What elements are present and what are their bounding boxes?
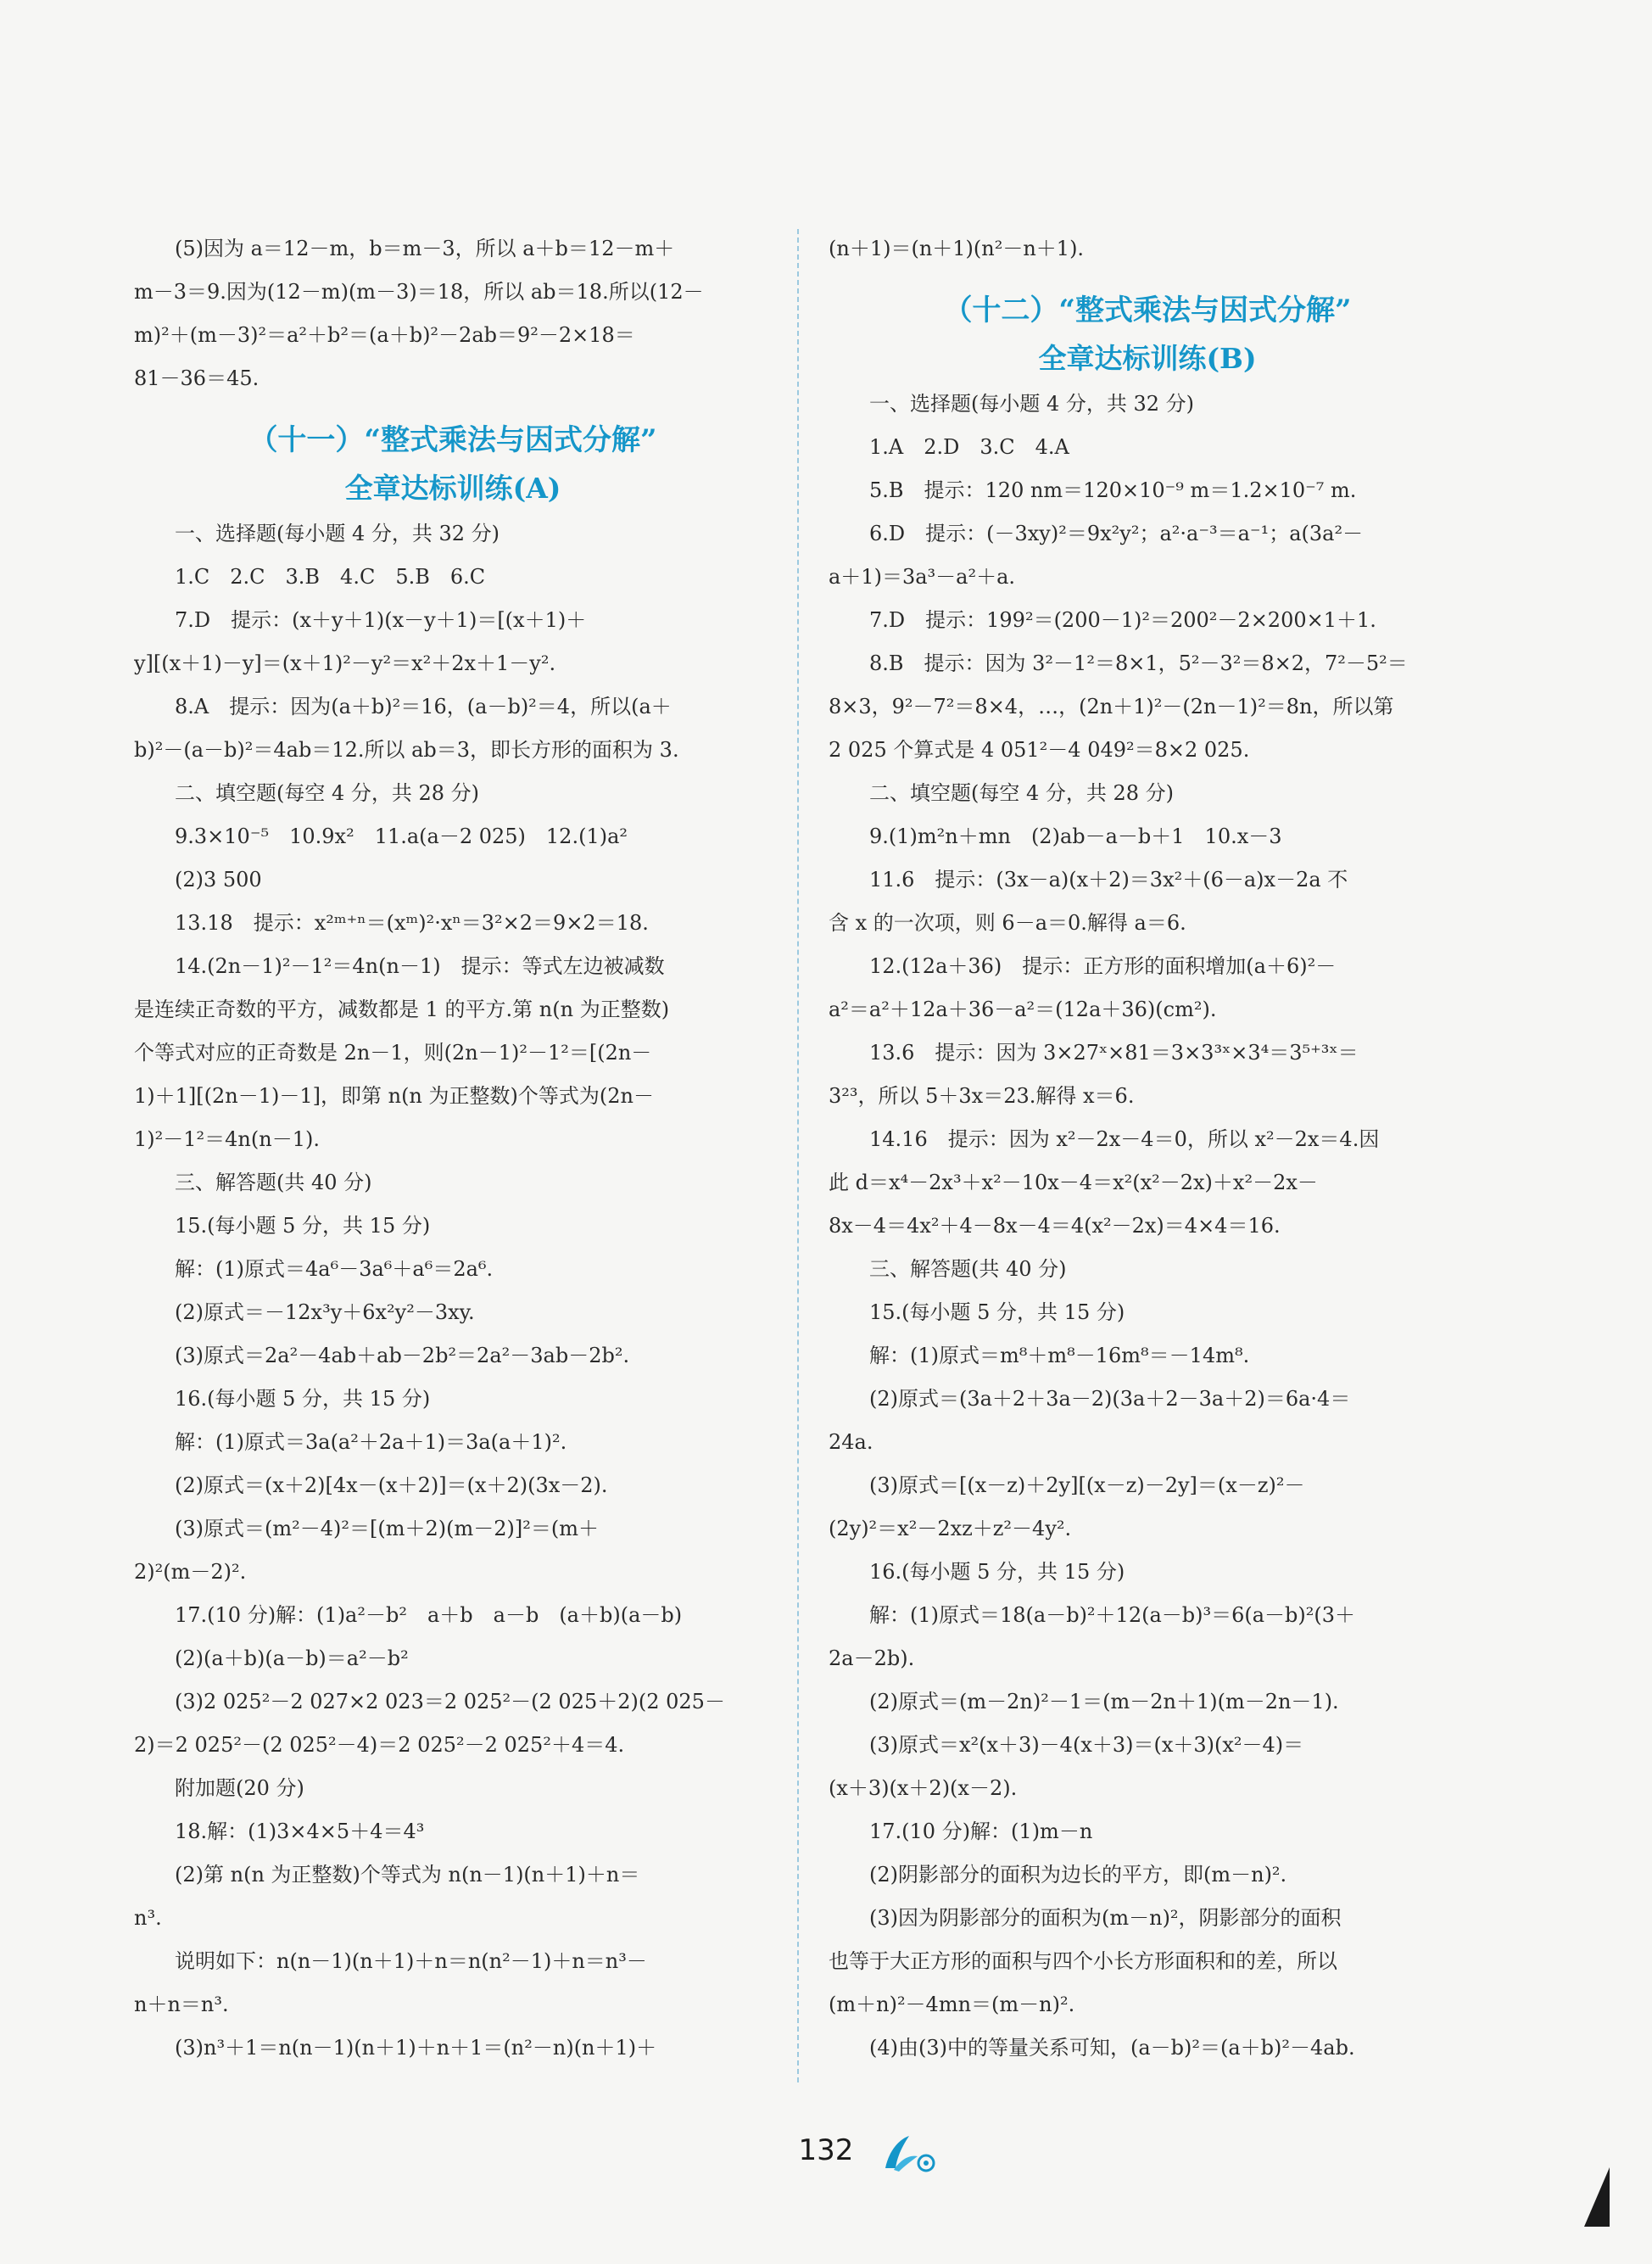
text-line: (2)3 500 bbox=[175, 868, 262, 892]
text-line: b)²－(a－b)²＝4ab＝12.所以 ab＝3，即长方形的面积为 3. bbox=[134, 738, 679, 762]
left-intro bbox=[134, 227, 772, 400]
text-line: 11.6 提示：(3x－a)(x＋2)＝3x²＋(6－a)x－2a 不 bbox=[869, 868, 1348, 892]
text-line: m)²＋(m－3)²＝a²＋b²＝(a＋b)²－2ab＝9²－2×18＝ bbox=[134, 323, 635, 347]
text-line: 8.A 提示：因为(a＋b)²＝16，(a－b)²＝4，所以(a＋ bbox=[175, 695, 672, 718]
left-body bbox=[134, 512, 772, 2070]
text-line: (2)原式＝(3a＋2＋3a－2)(3a＋2－3a＋2)＝6a·4＝ bbox=[869, 1387, 1351, 1411]
text-line: (x＋3)(x＋2)(x－2). bbox=[829, 1776, 1018, 1800]
text-line: 三、解答题(共 40 分) bbox=[869, 1257, 1067, 1281]
text-line: 6.D 提示：(－3xy)²＝9x²y²；a²·a⁻³＝a⁻¹；a(3a²－ bbox=[869, 522, 1364, 545]
swirl-leaf-ornament-icon bbox=[880, 2131, 941, 2178]
text-line: (3)因为阴影部分的面积为(m－n)²，阴影部分的面积 bbox=[869, 1906, 1342, 1930]
text-line: m－3＝9.因为(12－m)(m－3)＝18，所以 ab＝18.所以(12－ bbox=[134, 280, 704, 304]
text-line: 说明如下：n(n－1)(n＋1)＋n＝n(n²－1)＋n＝n³－ bbox=[175, 1949, 647, 1973]
left-column bbox=[134, 227, 772, 2070]
right-column bbox=[829, 227, 1466, 2070]
text-line: a²＝a²＋12a＋36－a²＝(12a＋36)(cm²). bbox=[829, 998, 1217, 1021]
text-line: 16.(每小题 5 分，共 15 分) bbox=[869, 1560, 1125, 1584]
text-line: 1.C 2.C 3.B 4.C 5.B 6.C bbox=[175, 565, 486, 589]
text-line: 8x－4＝4x²＋4－8x－4＝4(x²－2x)＝4×4＝16. bbox=[829, 1214, 1281, 1238]
text-line: 2 025 个算式是 4 051²－4 049²＝8×2 025. bbox=[829, 738, 1250, 762]
text-line: 1)＋1][(2n－1)－1]，即第 n(n 为正整数)个等式为(2n－ bbox=[134, 1084, 654, 1108]
text-line: 二、填空题(每空 4 分，共 28 分) bbox=[175, 781, 480, 805]
text-line: (2)阴影部分的面积为边长的平方，即(m－n)². bbox=[869, 1863, 1287, 1887]
text-line: 2)＝2 025²－(2 025²－4)＝2 025²－2 025²＋4＝4. bbox=[134, 1733, 625, 1757]
text-line: 18.解：(1)3×4×5＋4＝4³ bbox=[175, 1820, 425, 1843]
text-line: 2)²(m－2)². bbox=[134, 1560, 247, 1584]
text-line: 附加题(20 分) bbox=[175, 1776, 304, 1800]
text-line: 二、填空题(每空 4 分，共 28 分) bbox=[869, 781, 1175, 805]
page-number: 132 bbox=[798, 2133, 854, 2167]
text-line: 7.D 提示：199²＝(200－1)²＝200²－2×200×1＋1. bbox=[869, 608, 1376, 632]
text-line: (2)第 n(n 为正整数)个等式为 n(n－1)(n＋1)＋n＝ bbox=[175, 1863, 640, 1887]
text-line: 解：(1)原式＝3a(a²＋2a＋1)＝3a(a＋1)². bbox=[175, 1430, 567, 1454]
text-line: 1)²－1²＝4n(n－1). bbox=[134, 1127, 320, 1151]
text-line: (n＋1)＝(n＋1)(n²－n＋1). bbox=[829, 237, 1085, 260]
text-line: a＋1)＝3a³－a²＋a. bbox=[829, 565, 1016, 589]
text-line: 17.(10 分)解：(1)m－n bbox=[869, 1820, 1093, 1843]
text-line: 一、选择题(每小题 4 分，共 32 分) bbox=[869, 392, 1195, 416]
text-line: 17.(10 分)解：(1)a²－b² a＋b a－b (a＋b)(a－b) bbox=[175, 1603, 683, 1627]
text-line: n³. bbox=[134, 1906, 162, 1930]
text-line: 13.6 提示：因为 3×27ˣ×81＝3×3³ˣ×3⁴＝3⁵⁺³ˣ＝ bbox=[869, 1041, 1359, 1065]
text-line: 16.(每小题 5 分，共 15 分) bbox=[175, 1387, 431, 1411]
column-divider bbox=[797, 229, 799, 2082]
text-line: 是连续正奇数的平方，减数都是 1 的平方.第 n(n 为正整数) bbox=[134, 998, 670, 1021]
text-line: 12.(12a＋36) 提示：正方形的面积增加(a＋6)²－ bbox=[869, 954, 1337, 978]
text-line: (2y)²＝x²－2xz＋z²－4y². bbox=[829, 1517, 1072, 1540]
text-line: 解：(1)原式＝18(a－b)²＋12(a－b)³＝6(a－b)²(3＋ bbox=[869, 1603, 1356, 1627]
section-title: （十一）“整式乘法与因式分解” bbox=[248, 423, 657, 457]
text-line: 解：(1)原式＝4a⁶－3a⁶＋a⁶＝2a⁶. bbox=[175, 1257, 494, 1281]
text-line: 7.D 提示：(x＋y＋1)(x－y＋1)＝[(x＋1)＋ bbox=[175, 608, 587, 632]
text-line: 8.B 提示：因为 3²－1²＝8×1，5²－3²＝8×2，7²－5²＝ bbox=[869, 651, 1408, 675]
text-line: 8×3，9²－7²＝8×4，…，(2n＋1)²－(2n－1)²＝8n，所以第 bbox=[829, 695, 1394, 718]
text-line: 13.18 提示：x²ᵐ⁺ⁿ＝(xᵐ)²·xⁿ＝3²×2＝9×2＝18. bbox=[175, 911, 649, 935]
text-line: (3)2 025²－2 027×2 023＝2 025²－(2 025＋2)(2 025－ bbox=[175, 1690, 725, 1713]
text-line: 9.3×10⁻⁵ 10.9x² 11.a(a－2 025) 12.(1)a² bbox=[175, 825, 628, 848]
text-line: 此 d＝x⁴－2x³＋x²－10x－4＝x²(x²－2x)＋x²－2x－ bbox=[829, 1171, 1318, 1194]
text-line: 1.A 2.D 3.C 4.A bbox=[869, 435, 1069, 459]
corner-mark-icon bbox=[1584, 2167, 1610, 2230]
text-line: y][(x＋1)－y]＝(x＋1)²－y²＝x²＋2x＋1－y². bbox=[134, 651, 556, 675]
right-intro bbox=[829, 227, 1466, 271]
text-line: (5)因为 a＝12－m，b＝m－3，所以 a＋b＝12－m＋ bbox=[175, 237, 675, 260]
text-line: (2)原式＝(x＋2)[4x－(x＋2)]＝(x＋2)(3x－2). bbox=[175, 1473, 608, 1497]
text-line: 15.(每小题 5 分，共 15 分) bbox=[869, 1300, 1125, 1324]
text-line: 也等于大正方形的面积与四个小长方形面积和的差，所以 bbox=[829, 1949, 1337, 1973]
text-line: (3)n³＋1＝n(n－1)(n＋1)＋n＋1＝(n²－n)(n＋1)＋ bbox=[175, 2036, 657, 2060]
text-line: (2)(a＋b)(a－b)＝a²－b² bbox=[175, 1646, 409, 1670]
text-line: n＋n＝n³. bbox=[134, 1993, 229, 2016]
section-title: （十二）“整式乘法与因式分解” bbox=[943, 293, 1352, 327]
text-line: 3²³，所以 5＋3x＝23.解得 x＝6. bbox=[829, 1084, 1135, 1108]
text-line: (3)原式＝x²(x＋3)－4(x＋3)＝(x＋3)(x²－4)＝ bbox=[869, 1733, 1304, 1757]
text-line: 15.(每小题 5 分，共 15 分) bbox=[175, 1214, 431, 1238]
text-line: (2)原式＝(m－2n)²－1＝(m－2n＋1)(m－2n－1). bbox=[869, 1690, 1339, 1713]
text-line: (3)原式＝(m²－4)²＝[(m＋2)(m－2)]²＝(m＋ bbox=[175, 1517, 599, 1540]
text-line: 24a. bbox=[829, 1430, 873, 1454]
text-line: 解：(1)原式＝m⁸＋m⁸－16m⁸＝－14m⁸. bbox=[869, 1344, 1250, 1367]
section-subtitle: 全章达标训练(A) bbox=[344, 472, 561, 505]
text-line: 个等式对应的正奇数是 2n－1，则(2n－1)²－1²＝[(2n－ bbox=[134, 1041, 652, 1065]
text-line: 14.16 提示：因为 x²－2x－4＝0，所以 x²－2x＝4.因 bbox=[869, 1127, 1380, 1151]
text-line: (3)原式＝[(x－z)＋2y][(x－z)－2y]＝(x－z)²－ bbox=[869, 1473, 1305, 1497]
text-line: 三、解答题(共 40 分) bbox=[175, 1171, 372, 1194]
text-line: 一、选择题(每小题 4 分，共 32 分) bbox=[175, 522, 500, 545]
text-line: 81－36＝45. bbox=[134, 366, 260, 390]
text-line: 5.B 提示：120 nm＝120×10⁻⁹ m＝1.2×10⁻⁷ m. bbox=[869, 478, 1357, 502]
text-line: 14.(2n－1)²－1²＝4n(n－1) 提示：等式左边被减数 bbox=[175, 954, 665, 978]
right-body bbox=[829, 383, 1466, 2070]
text-line: (2)原式＝－12x³y＋6x²y²－3xy. bbox=[175, 1300, 475, 1324]
section-subtitle: 全章达标训练(B) bbox=[1038, 342, 1257, 375]
text-line: 2a－2b). bbox=[829, 1646, 915, 1670]
text-line: (3)原式＝2a²－4ab＋ab－2b²＝2a²－3ab－2b². bbox=[175, 1344, 630, 1367]
text-line: 9.(1)m²n＋mn (2)ab－a－b＋1 10.x－3 bbox=[869, 825, 1282, 848]
text-line: (4)由(3)中的等量关系可知，(a－b)²＝(a＋b)²－4ab. bbox=[869, 2036, 1355, 2060]
text-line: 含 x 的一次项，则 6－a＝0.解得 a＝6. bbox=[829, 911, 1186, 935]
text-line: (m＋n)²－4mn＝(m－n)². bbox=[829, 1993, 1075, 2016]
